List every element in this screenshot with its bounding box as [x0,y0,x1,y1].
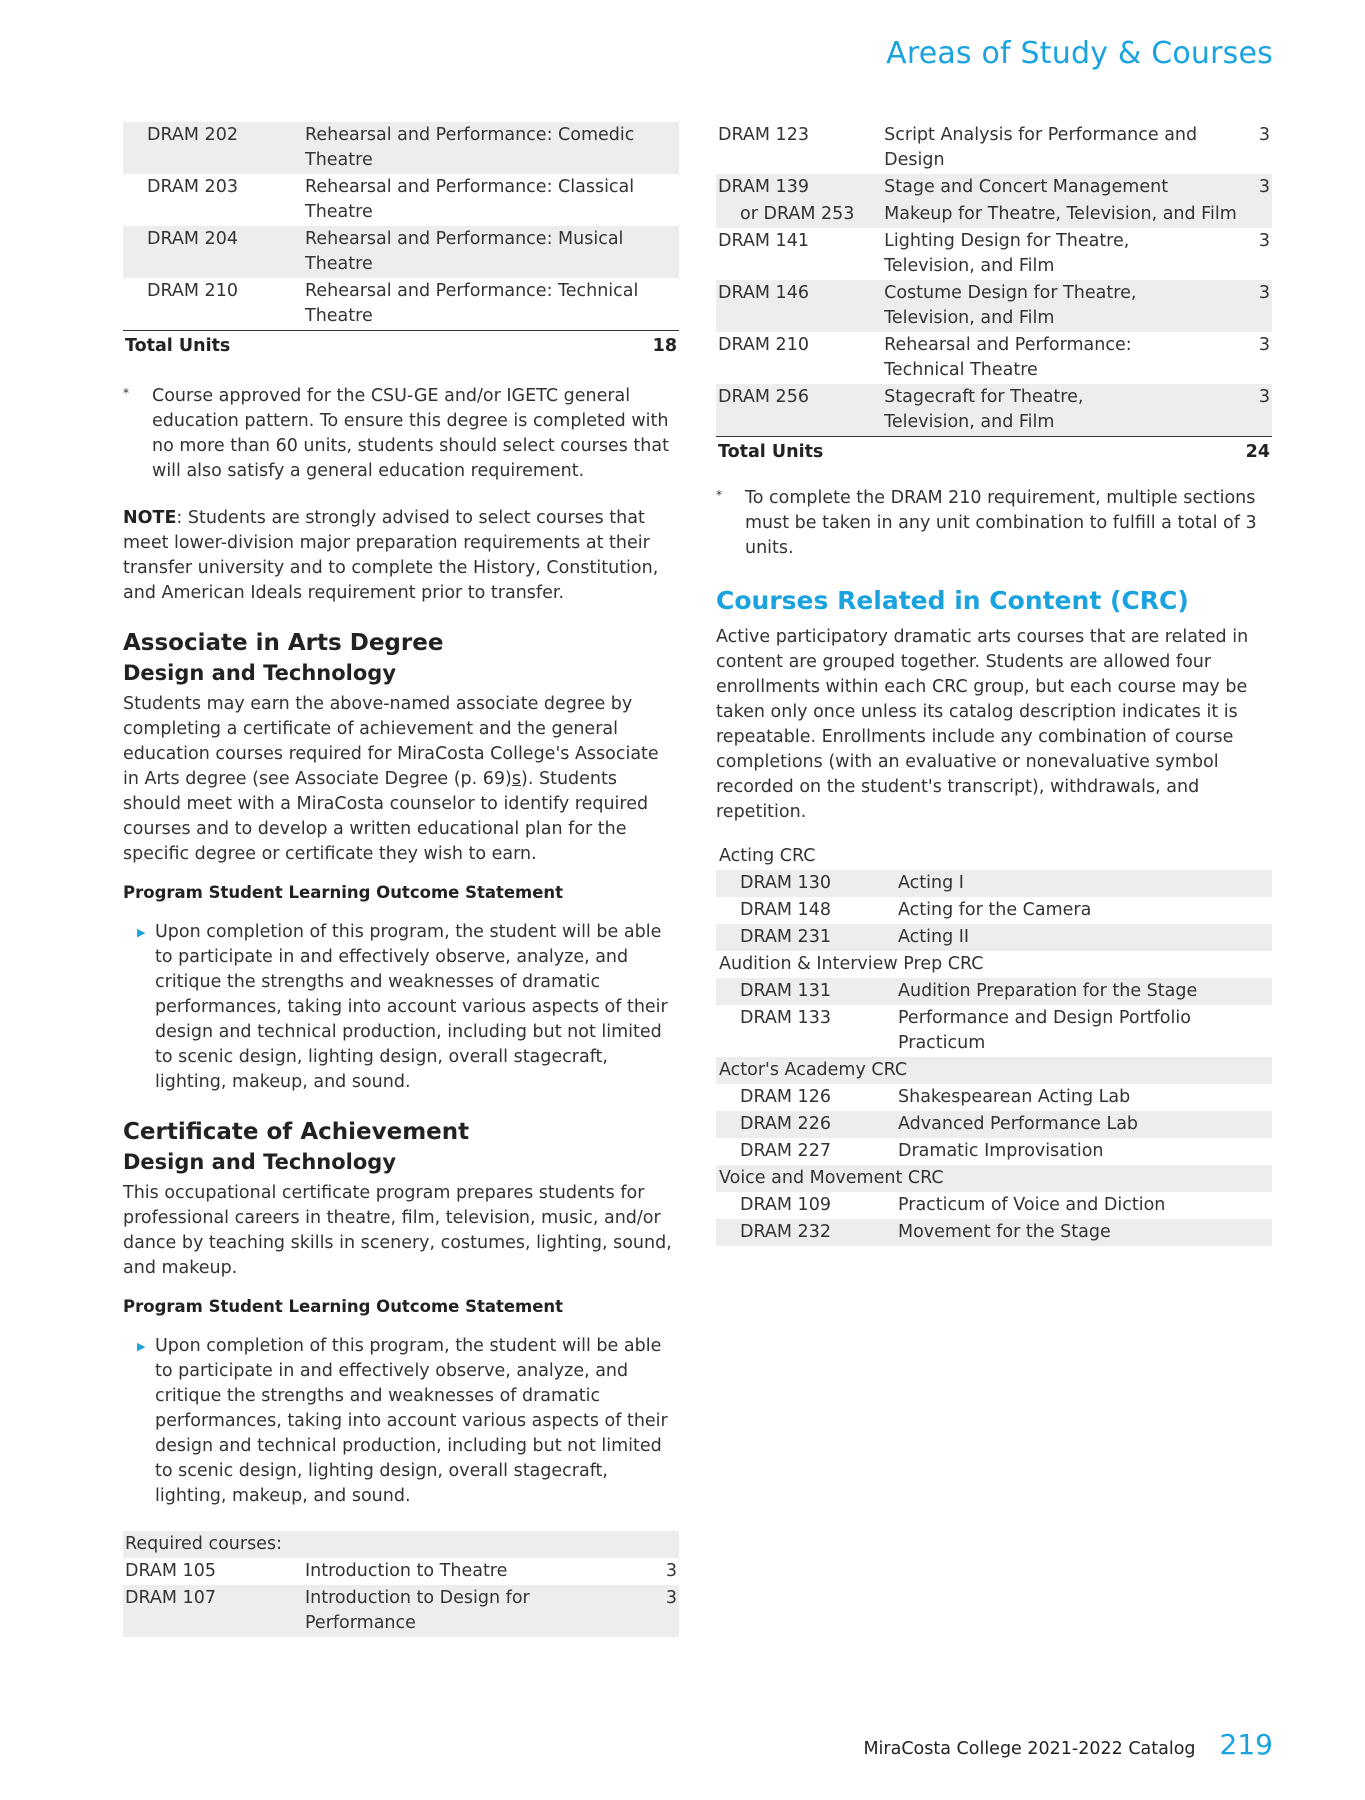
crc-group-name: Audition & Interview Prep CRC [719,954,984,974]
crc-group-name: Acting CRC [719,846,816,866]
crc-groups-table [716,843,1272,1246]
table-row [716,228,1272,280]
course-code: DRAM 231 [716,924,896,951]
table-row [716,332,1272,384]
total-units-row [123,331,679,361]
crc-description: Active participatory dramatic arts courses that are related in content are grouped together. Students are allowed four enrollments within each CRC group, but each course may be taken only once unless its catalog description indicates it is repeatable. Enrollments include any combination of course completions (with an evaluative or nonevaluative symbol recorded on the student's transcript), withdrawals, and repetition. [716,627,1249,822]
table-row-alternate [716,201,1272,228]
course-title: Costume Design for Theatre, Television, and Film [882,280,1239,332]
table-header-row [123,1531,679,1558]
course-code: DRAM 202 [123,122,303,174]
note-label: NOTE [123,508,177,528]
total-units-value: 24 [1239,437,1272,467]
crc-group-row [716,1057,1272,1084]
course-title: Acting for the Camera [898,900,1092,920]
course-units: 3 [645,1585,679,1637]
course-title: Rehearsal and Performance: Technical Theatre [884,335,1132,380]
table-row [716,1084,1272,1111]
course-title: Shakespearean Acting Lab [898,1087,1131,1107]
course-title: Acting II [896,924,1272,951]
course-title: Makeup for Theatre, Television, and Film [882,201,1239,228]
left-column [123,122,679,1637]
course-title: Stagecraft for Theatre, Television, and Film [882,384,1239,437]
course-code: DRAM 210 [147,281,238,301]
course-code: DRAM 204 [123,226,303,278]
course-code: DRAM 227 [740,1141,831,1161]
course-units: 3 [1239,174,1272,201]
course-title: Lighting Design for Theatre, Television, and Film [884,231,1130,276]
required-courses-label: Required courses: [123,1531,679,1558]
required-courses-table [123,1531,679,1637]
rehearsal-courses-table [123,122,679,360]
total-units-label: Total Units [123,331,645,361]
crc-group-name: Voice and Movement CRC [716,1165,1272,1192]
aa-degree-heading: Associate in Arts Degree [123,630,444,656]
table-row [716,174,1272,201]
aa-pslo-item [123,920,679,1095]
course-code: DRAM 130 [716,870,896,897]
aa-degree-subheading: Design and Technology [123,661,397,685]
course-units: 3 [665,1561,677,1581]
crc-heading: Courses Related in Content (CRC) [716,586,1189,615]
ge-footnote [123,384,679,484]
table-row [716,1138,1272,1165]
course-units [645,122,679,174]
course-code: DRAM 107 [123,1585,303,1637]
table-row [716,978,1272,1005]
ca-pslo-text: Upon completion of this program, the student will be able to participate in and effectively observe, analyze, and critique the strengths and weaknesses of dramatic performances, taking into account various aspects of their design and technical production, including but not limited to scenic design, lighting design, overall stagecraft, lighting, makeup, and sound. [155,1336,668,1506]
course-code: DRAM 256 [716,384,882,437]
table-row [716,122,1272,174]
certificate-description: This occupational certificate program prepares students for professional careers in theatre, film, television, music, and/or dance by teaching skills in scenery, costumes, lighting, sound, and makeup. [123,1183,672,1278]
course-units [645,226,679,278]
course-title: Advanced Performance Lab [896,1111,1272,1138]
total-units-value: 18 [645,331,679,361]
footnote-text: Course approved for the CSU-GE and/or IGETC general education pattern. To ensure this degree is completed with no more than 60 units, students should select courses that will also satisfy a general education requirement. [152,386,669,481]
course-code: DRAM 226 [716,1111,896,1138]
course-title: Rehearsal and Performance: Musical Theatre [303,226,645,278]
design-courses-table [716,122,1272,466]
page-header-title: Areas of Study & Courses [886,36,1273,71]
aa-pslo-heading: Program Student Learning Outcome Statement [123,883,564,902]
course-code: DRAM 146 [716,280,882,332]
course-code: DRAM 141 [718,231,809,251]
table-row [716,870,1272,897]
crc-group-row [716,1165,1272,1192]
course-units [645,174,679,226]
crc-group-row [716,951,1272,978]
note-text: : Students are strongly advised to select courses that meet lower-division major preparation requirements at their transfer university and to complete the History, Constitution, and American Ideals requirement prior to transfer. [123,508,659,603]
ca-pslo-heading: Program Student Learning Outcome Statement [123,1297,564,1316]
table-row [123,1585,679,1637]
course-title: Script Analysis for Performance and Design [884,125,1198,170]
course-units: 3 [1239,384,1272,437]
course-units [1239,201,1272,228]
course-code: DRAM 148 [740,900,831,920]
course-code: DRAM 109 [740,1195,831,1215]
page-footer [863,1728,1273,1761]
table-row [123,278,679,331]
associate-degree-link[interactable]: s [511,769,522,789]
course-code: DRAM 203 [147,177,238,197]
crc-group-row [716,843,1272,870]
course-title: Rehearsal and Performance: Comedic Theatre [303,122,645,174]
table-row [123,226,679,278]
course-code: DRAM 232 [716,1219,896,1246]
course-title: Rehearsal and Performance: Classical Theatre [305,177,635,222]
aa-degree-description [123,692,679,867]
course-code: DRAM 126 [740,1087,831,1107]
course-code: DRAM 105 [125,1561,216,1581]
course-code: DRAM 210 [718,335,809,355]
footnote-asterisk: * [123,386,129,400]
course-title: Introduction to Theatre [305,1561,508,1581]
course-title: Audition Preparation for the Stage [896,978,1272,1005]
course-units [645,278,679,331]
course-title: Stage and Concert Management [882,174,1239,201]
table-row [716,897,1272,924]
certificate-subheading: Design and Technology [123,1150,397,1174]
transfer-note [123,506,679,606]
certificate-heading: Certificate of Achievement [123,1119,470,1145]
table-row [716,1219,1272,1246]
course-title: Rehearsal and Performance: Technical Theatre [305,281,639,326]
dram210-footnote [716,486,1272,561]
course-code: DRAM 133 [740,1008,831,1028]
table-row [716,1005,1272,1057]
crc-group-name: Actor's Academy CRC [716,1057,1272,1084]
aa-body-text: Students may earn the above-named associate degree by completing a certificate of achievement and the general education courses required for MiraCosta College's Associate in Arts degree (see Associate Degree (p. 69) [123,694,659,789]
catalog-name: MiraCosta College 2021-2022 Catalog [863,1739,1196,1759]
course-code: DRAM 123 [718,125,809,145]
course-units: 3 [1239,280,1272,332]
triangle-bullet-icon: ▶ [137,1340,146,1353]
footnote-text: To complete the DRAM 210 requirement, multiple sections must be taken in any unit combination to fulfill a total of 3 units. [745,488,1257,558]
total-units-label: Total Units [716,437,1239,467]
course-units: 3 [1258,231,1270,251]
table-row [716,280,1272,332]
course-code: DRAM 131 [716,978,896,1005]
table-row [716,384,1272,437]
table-row [716,924,1272,951]
total-units-row [716,437,1272,467]
course-title: Dramatic Improvisation [898,1141,1104,1161]
course-title: Practicum of Voice and Diction [898,1195,1166,1215]
table-row [123,1558,679,1585]
course-title: Introduction to Design for Performance [303,1585,645,1637]
course-code: DRAM 139 [716,174,882,201]
table-row [716,1192,1272,1219]
page-number: 219 [1219,1728,1273,1761]
course-title: Movement for the Stage [896,1219,1272,1246]
course-title: Performance and Design Portfolio Practicum [898,1008,1191,1053]
course-title: Acting I [896,870,1272,897]
footnote-asterisk: * [716,488,722,502]
course-units: 3 [1258,335,1270,355]
table-row [123,122,679,174]
course-code: or DRAM 253 [716,201,882,228]
right-column [716,122,1272,1246]
course-units: 3 [1258,125,1270,145]
aa-pslo-text: Upon completion of this program, the student will be able to participate in and effectively observe, analyze, and critique the strengths and weaknesses of dramatic performances, taking into account various aspects of their design and technical production, including but not limited to scenic design, lighting design, overall stagecraft, lighting, makeup, and sound. [155,922,668,1092]
triangle-bullet-icon: ▶ [137,926,146,939]
ca-pslo-item [123,1334,679,1509]
table-row [123,174,679,226]
table-row [716,1111,1272,1138]
aa-body-text-cont: ). Students should meet with a MiraCosta counselor to identify required courses and to develop a written educational plan for the specific degree or certificate they wish to earn. [123,769,649,864]
